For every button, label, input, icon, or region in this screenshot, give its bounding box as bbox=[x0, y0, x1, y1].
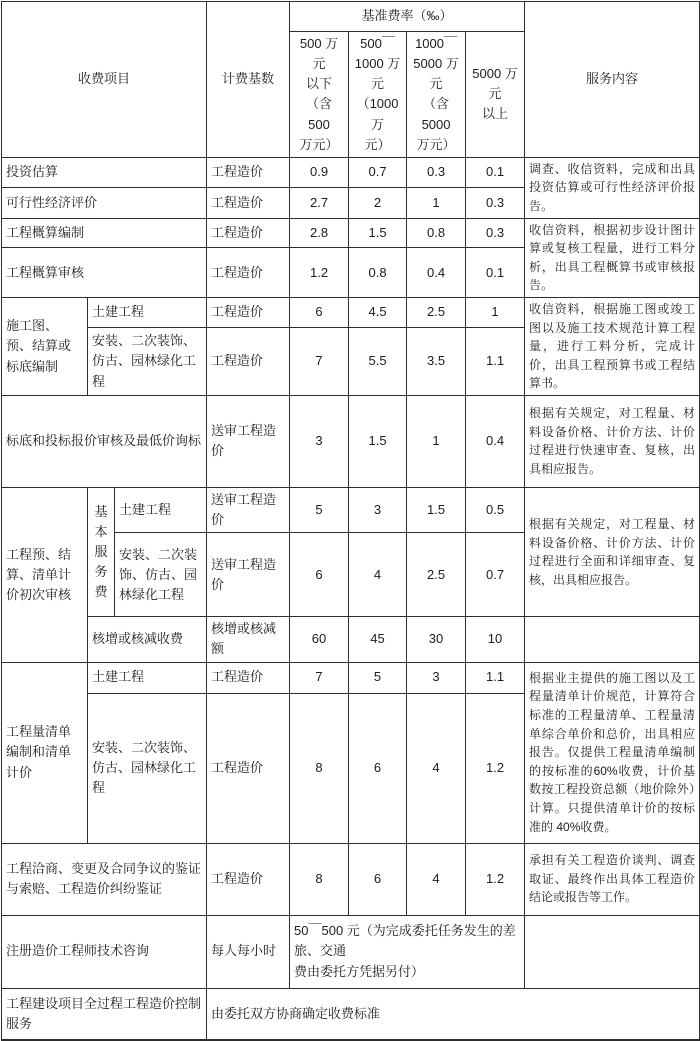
service-cell: 收信资料，根据初步设计图计算或复核工程量，进行工料分析，出具工程概算书或审核报告。 bbox=[525, 218, 700, 297]
rate-cell: 6 bbox=[349, 693, 407, 843]
billing-base-cell: 工程造价 bbox=[207, 298, 290, 328]
rate-cell: 0.1 bbox=[466, 248, 525, 298]
rate-cell: 0.1 bbox=[466, 157, 525, 187]
billing-base-cell: 工程造价 bbox=[207, 693, 290, 843]
rate-cell: 45 bbox=[349, 617, 407, 662]
rate-cell: 3.5 bbox=[407, 328, 466, 396]
table-row bbox=[2, 395, 700, 487]
fee-item-label: 工程概算审核 bbox=[2, 248, 207, 298]
header-tier-1: 500 万元 以下 （含 500 万元） bbox=[290, 32, 349, 158]
billing-base-cell: 工程造价 bbox=[207, 157, 290, 187]
rate-cell: 1 bbox=[407, 395, 466, 487]
header-rate-group: 基准费率（‰） bbox=[290, 2, 525, 32]
rate-cell: 0.9 bbox=[290, 157, 349, 187]
fee-standard-document bbox=[0, 1, 700, 1031]
rate-cell: 0.3 bbox=[466, 218, 525, 248]
header-tier-4: 5000 万元 以上 bbox=[466, 32, 525, 158]
rate-cell: 3 bbox=[407, 662, 466, 693]
header-billing-base: 计费基数 bbox=[207, 2, 290, 158]
header-tier-2: 500￣ 1000 万元 （1000 万 元） bbox=[349, 32, 407, 158]
rate-cell: 0.7 bbox=[349, 157, 407, 187]
rate-cell: 6 bbox=[349, 843, 407, 915]
rate-cell: 0.3 bbox=[466, 187, 525, 218]
negotiated-fee-note: 由委托双方协商确定收费标准 bbox=[207, 988, 700, 1040]
billing-base-cell: 工程造价 bbox=[207, 843, 290, 915]
table-row bbox=[2, 988, 700, 1040]
service-cell: 收信资料，根据施工图或竣工图以及施工技术规范计算工程量，进行工料分析，完成计价，出具工程预算书或工程结算书。 bbox=[525, 298, 700, 396]
table-row bbox=[2, 157, 700, 187]
rate-cell: 3 bbox=[290, 395, 349, 487]
group-label: 施工图、预、结算或标底编制 bbox=[2, 298, 88, 396]
table-row bbox=[2, 218, 700, 248]
sub-item-label: 安装、二次装饰、仿古、园林绿化工程 bbox=[88, 693, 207, 843]
sub-item-label: 安装、二次装饰、仿古、园林绿化工程 bbox=[88, 328, 207, 396]
header-service: 服务内容 bbox=[525, 2, 700, 158]
rate-cell: 2 bbox=[349, 187, 407, 218]
rate-cell: 2.5 bbox=[407, 298, 466, 328]
fee-item-label: 工程洽商、变更及合同争议的鉴证与索赔、工程造价纠纷鉴证 bbox=[2, 843, 207, 915]
billing-base-cell: 送审工程造价 bbox=[207, 533, 290, 617]
rate-cell: 1.5 bbox=[407, 487, 466, 532]
subgroup-label: 基 本 服 务 费 bbox=[88, 487, 115, 616]
fee-note-cell: 50￣500 元（为完成委托任务发生的差旅、交通 费由委托方凭据另付） bbox=[290, 915, 525, 988]
surcharge-label: 核增或核减收费 bbox=[88, 617, 207, 662]
rate-cell: 2.5 bbox=[407, 533, 466, 617]
rate-cell: 30 bbox=[407, 617, 466, 662]
fee-item-label: 标底和投标报价审核及最低价询标 bbox=[2, 395, 207, 487]
rate-cell: 0.5 bbox=[466, 487, 525, 532]
sub-item-label: 土建工程 bbox=[115, 487, 207, 532]
fee-item-label: 工程概算编制 bbox=[2, 218, 207, 248]
service-cell: 承担有关工程造价谈判、调查取证、最终作出具体工程造价结论或报告等工作。 bbox=[525, 843, 700, 915]
rate-cell: 3 bbox=[349, 487, 407, 532]
rate-cell: 2.7 bbox=[290, 187, 349, 218]
service-cell: 根据有关规定，对工程量、材料设备价格、计价方法、计价过程进行全面和详细审查、复核，出具相应报告。 bbox=[525, 487, 700, 616]
fee-item-label: 投资估算 bbox=[2, 157, 207, 187]
surcharge-row bbox=[2, 617, 700, 662]
fee-rate-table bbox=[1, 1, 700, 1041]
fee-item-label: 可行性经济评价 bbox=[2, 187, 207, 218]
billing-base-cell: 工程造价 bbox=[207, 248, 290, 298]
rate-cell: 1.2 bbox=[466, 693, 525, 843]
rate-cell: 7 bbox=[290, 662, 349, 693]
rate-cell: 10 bbox=[466, 617, 525, 662]
header-tier-3: 1000￣ 5000 万元 （含 5000 万元） bbox=[407, 32, 466, 158]
rate-cell: 5 bbox=[290, 487, 349, 532]
rate-cell: 1.2 bbox=[466, 843, 525, 915]
rate-cell: 1.5 bbox=[349, 395, 407, 487]
fee-item-label: 工程建设项目全过程工程造价控制服务 bbox=[2, 988, 207, 1040]
billing-base-cell: 核增或核减额 bbox=[207, 617, 290, 662]
rate-cell: 1.1 bbox=[466, 328, 525, 396]
rate-cell: 0.7 bbox=[466, 533, 525, 617]
sub-item-label: 土建工程 bbox=[88, 662, 207, 693]
billing-base-cell: 送审工程造价 bbox=[207, 395, 290, 487]
rate-cell: 1 bbox=[466, 298, 525, 328]
table-row bbox=[2, 915, 700, 988]
billing-base-cell: 每人每小时 bbox=[207, 915, 290, 988]
rate-cell: 1.5 bbox=[349, 218, 407, 248]
rate-cell: 60 bbox=[290, 617, 349, 662]
sub-item-label: 安装、二次装饰、仿古、园林绿化工程 bbox=[115, 533, 207, 617]
table-row bbox=[2, 843, 700, 915]
rate-cell: 8 bbox=[290, 843, 349, 915]
rate-cell: 4 bbox=[349, 533, 407, 617]
rate-cell: 1 bbox=[407, 187, 466, 218]
rate-cell: 0.4 bbox=[466, 395, 525, 487]
service-cell-empty bbox=[525, 915, 700, 988]
billing-base-cell: 送审工程造价 bbox=[207, 487, 290, 532]
rate-cell: 5.5 bbox=[349, 328, 407, 396]
billing-base-cell: 工程造价 bbox=[207, 662, 290, 693]
group-label: 工程量清单编制和清单计价 bbox=[2, 662, 88, 843]
table-row bbox=[2, 662, 700, 693]
rate-cell: 4.5 bbox=[349, 298, 407, 328]
rate-cell: 2.8 bbox=[290, 218, 349, 248]
rate-cell: 0.8 bbox=[349, 248, 407, 298]
rate-cell: 8 bbox=[290, 693, 349, 843]
billing-base-cell: 工程造价 bbox=[207, 328, 290, 396]
rate-cell: 4 bbox=[407, 843, 466, 915]
rate-cell: 5 bbox=[349, 662, 407, 693]
service-cell: 根据有关规定，对工程量、材料设备价格、计价方法、计价过程进行快速审查、复核，出具相应报告。 bbox=[525, 395, 700, 487]
rate-cell: 4 bbox=[407, 693, 466, 843]
rate-cell: 0.8 bbox=[407, 218, 466, 248]
service-cell: 根据业主提供的施工图以及工程量清单计价规范，计算符合标准的工程量清单、工程量清单综合单价和总价，出具相应报告。仅提供工程量清单编制的按标准的60%收费，计价基数按工程投资总额（地价除外）计算。只提供清单计价的按标准的 40%收费。 bbox=[525, 662, 700, 843]
rate-cell: 6 bbox=[290, 533, 349, 617]
fee-item-label: 注册造价工程师技术咨询 bbox=[2, 915, 207, 988]
table-row bbox=[2, 298, 700, 328]
rate-cell: 7 bbox=[290, 328, 349, 396]
group-label: 工程预、结算、清单计价初次审核 bbox=[2, 487, 88, 662]
sub-item-label: 土建工程 bbox=[88, 298, 207, 328]
rate-cell: 0.3 bbox=[407, 157, 466, 187]
service-cell-empty bbox=[525, 617, 700, 662]
rate-cell: 1.1 bbox=[466, 662, 525, 693]
rate-cell: 0.4 bbox=[407, 248, 466, 298]
header-fee-item: 收费项目 bbox=[2, 2, 207, 158]
billing-base-cell: 工程造价 bbox=[207, 187, 290, 218]
header-row-top bbox=[2, 2, 700, 32]
table-row bbox=[2, 487, 700, 532]
billing-base-cell: 工程造价 bbox=[207, 218, 290, 248]
service-cell: 调查、收信资料，完成和出具投资估算或可行性经济评价报告。 bbox=[525, 157, 700, 218]
rate-cell: 1.2 bbox=[290, 248, 349, 298]
rate-cell: 6 bbox=[290, 298, 349, 328]
